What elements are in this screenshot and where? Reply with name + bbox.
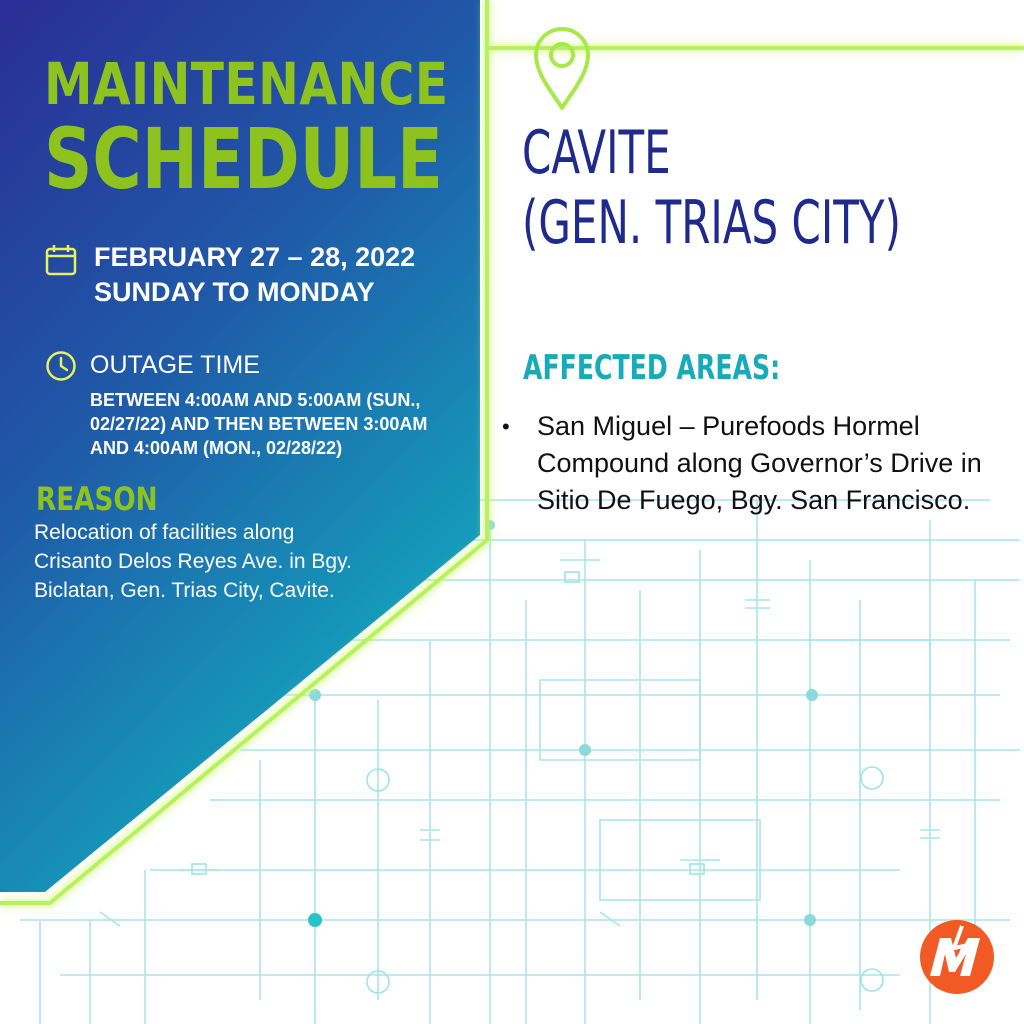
calendar-icon [44,243,78,277]
reason-label: REASON [36,480,158,518]
affected-areas-list [500,408,1000,519]
outage-time-label: OUTAGE TIME [90,351,260,379]
affected-area-item: • San Miguel – Purefoods Hormel Compound along Governor’s Drive in Sitio De Fuego, Bgy. San Francisco. [502,411,982,515]
clock-icon [44,349,78,383]
affected-areas-label: AFFECTED AREAS: [523,348,781,388]
location-province: CAVITE [522,118,671,188]
affected-area-text: San Miguel – Purefoods Hormel Compound along Governor’s Drive in Sitio De Fuego, Bgy. San Francisco. [537,411,982,515]
location-city: (GEN. TRIAS CITY) [522,188,901,258]
title-maintenance: MAINTENANCE [44,50,449,118]
meralco-logo-icon [918,918,996,996]
reason-text: Relocation of facilities along Crisanto Delos Reyes Ave. in Bgy. Biclatan, Gen. Trias City, Cavite. [34,521,352,602]
location-pin-icon [530,22,594,112]
title-schedule: SCHEDULE [44,110,443,208]
outage-time-detail: BETWEEN 4:00AM AND 5:00AM (SUN., 02/27/22) AND THEN BETWEEN 3:00AM AND 4:00AM (MON., 02/28/22) [90,390,428,458]
location-name [522,118,901,258]
schedule-date: FEBRUARY 27 – 28, 2022 SUNDAY TO MONDAY [94,242,416,307]
